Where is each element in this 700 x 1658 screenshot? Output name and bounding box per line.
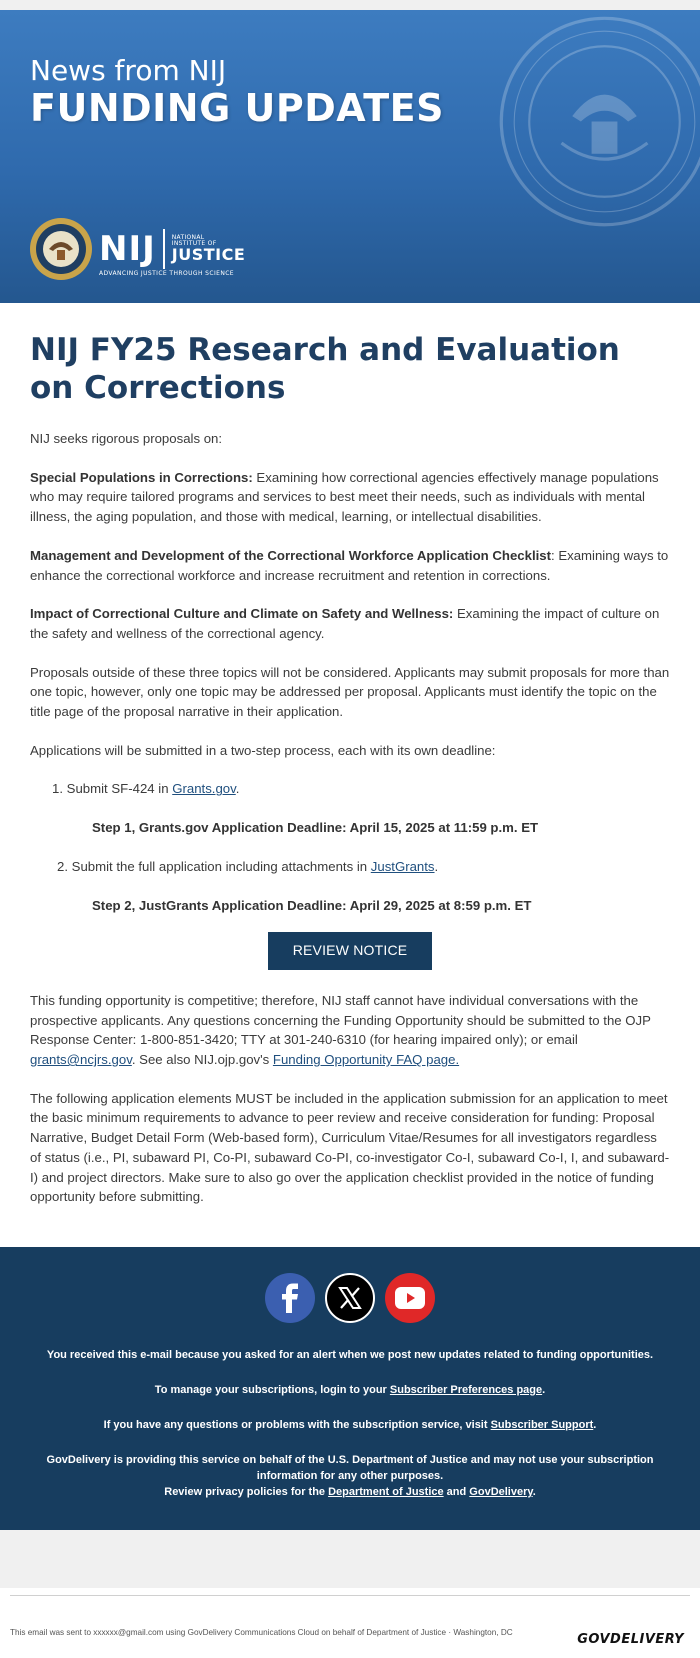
banner-pretitle: News from NIJ — [30, 54, 227, 87]
step-1 — [30, 779, 670, 799]
step-1-deadline: Step 1, Grants.gov Application Deadline: April 15, 2025 at 11:59 p.m. ET — [92, 820, 539, 836]
footer — [0, 1247, 700, 1530]
subscriber-support-link[interactable]: Subscriber Support — [490, 1418, 594, 1431]
footer-line-3-pre: If you have any questions or problems with the subscription service, visit — [103, 1418, 491, 1431]
brand-small-line1: NATIONAL — [171, 234, 205, 241]
elements-paragraph: The following application elements MUST be included in the application submission for an application to meet the basic minimum requirements to advance to peer review and receive consideration for funding: Proposal Narrative, Budget Detail Form (Web-based form), Curriculum Vitae/Resumes for all investigators regardless of status (i.e., PI, subaward PI, Co-PI, subaward Co-PI, co-investigator Co-I, subaward Co-I, I, and subaward-I) and project directors. Make sure to also go over the application checklist provided in the notice of funding opportunity before submitting. — [30, 1090, 670, 1205]
step-2-deadline: Step 2, JustGrants Application Deadline: April 29, 2025 at 8:59 p.m. ET — [92, 897, 532, 913]
footer-line-2-pre: To manage your subscriptions, login to your — [154, 1383, 390, 1396]
review-button-row — [30, 932, 670, 970]
header-banner — [0, 10, 700, 303]
review-notice-button[interactable]: REVIEW NOTICE — [268, 932, 433, 970]
competitive-text: This funding opportunity is competitive; therefore, NIJ staff cannot have individual conversations with the prospective applicants. Any questions concerning the Funding Opportunity should be submitted to the OJP Response Center: 1-800-851-3420; TTY at 301-240-6310 (for hearing impaired only); or email — [30, 992, 651, 1048]
doj-seal-watermark-icon — [497, 14, 700, 229]
bottom-bar — [0, 1588, 700, 1658]
brand-name: NIJ — [99, 229, 156, 269]
article-content — [0, 303, 700, 1247]
youtube-icon[interactable] — [385, 1273, 435, 1323]
faq-link[interactable]: Funding Opportunity FAQ page. — [272, 1052, 460, 1068]
facebook-icon[interactable] — [265, 1273, 315, 1323]
brand-tagline: ADVANCING JUSTICE THROUGH SCIENCE — [99, 270, 234, 277]
govdelivery-logo[interactable]: GOVDELIVERY — [577, 1632, 684, 1647]
footer-line-4-text: GovDelivery is providing this service on behalf of the U.S. Department of Justice and may not use your subscription information for any other purposes. — [46, 1453, 654, 1482]
intro-text: NIJ seeks rigorous proposals on: — [30, 431, 223, 446]
social-links — [20, 1273, 680, 1323]
footer-line-3-end: . — [593, 1418, 597, 1431]
brand-divider — [163, 229, 165, 269]
grants-gov-link[interactable]: Grants.gov — [172, 781, 236, 797]
bottom-divider — [10, 1595, 690, 1596]
brand-small-line2: INSTITUTE OF — [171, 240, 217, 247]
brand-stack — [172, 235, 246, 263]
article-title: NIJ FY25 Research and Evaluation on Corrections — [30, 332, 620, 406]
banner-title: FUNDING UPDATES — [30, 86, 444, 130]
doj-privacy-link[interactable]: Department of Justice — [328, 1485, 444, 1498]
proposals-note: Proposals outside of these three topics will not be considered. Applicants may submit proposals for more than one topic, however, only one topic may be addressed per proposal. Applicants must identify the topic on the title page of the proposal narrative in their application. — [30, 664, 670, 720]
sent-to-note: This email was sent to xxxxxx@gmail.com using GovDelivery Communications Cloud on behalf of Department of Justice · Washington, DC — [10, 1628, 513, 1637]
step-1-number: 1. — [52, 781, 63, 797]
footer-line-4 — [20, 1452, 680, 1500]
topic-3-label: Impact of Correctional Culture and Climate on Safety and Wellness: — [30, 606, 454, 622]
topic-3 — [30, 604, 670, 643]
topic-2-text: : Examining ways to enhance the correctional workforce and increase recruitment and retention in corrections. — [30, 547, 669, 583]
subscriber-preferences-link[interactable]: Subscriber Preferences page — [389, 1383, 543, 1396]
footer-line-5-pre: Review privacy policies for the — [164, 1485, 329, 1498]
two-step-intro: Applications will be submitted in a two-step process, each with its own deadline: — [30, 742, 496, 758]
competitive-paragraph — [30, 991, 670, 1070]
step-2-text: Submit the full application including attachments in — [71, 858, 371, 874]
footer-line-2 — [20, 1382, 680, 1398]
x-icon[interactable] — [325, 1273, 375, 1323]
nij-seal-icon — [29, 217, 93, 281]
brand-justice: JUSTICE — [171, 245, 246, 264]
step-2-number: 2. — [57, 858, 68, 874]
step-2-end: . — [434, 858, 439, 874]
step-2 — [30, 857, 670, 877]
email-body — [0, 10, 700, 1530]
grants-email-link[interactable]: grants@ncjrs.gov — [30, 1052, 132, 1068]
footer-line-5-end: . — [532, 1485, 536, 1498]
topic-2-label: Management and Development of the Correctional Workforce Application Checklist — [30, 547, 551, 563]
see-also-text: . See also NIJ.ojp.gov's — [131, 1052, 273, 1068]
govdelivery-privacy-link[interactable]: GovDelivery — [469, 1485, 533, 1498]
footer-line-5-mid: and — [443, 1485, 470, 1498]
footer-line-3 — [20, 1417, 680, 1433]
topic-1 — [30, 468, 670, 527]
footer-line-1: You received this e-mail because you asked for an alert when we post new updates related to funding opportunities. — [46, 1348, 654, 1361]
footer-line-2-end: . — [542, 1383, 546, 1396]
top-spacer — [0, 0, 700, 10]
topic-1-text: Examining how correctional agencies effectively manage populations who may require tailored programs and services to best meet their needs, such as individuals with mental illness, the aging population, and those with medical, learning, or intellectual disabilities. — [30, 469, 659, 525]
topic-2 — [30, 546, 670, 585]
topic-1-label: Special Populations in Corrections: — [30, 469, 253, 485]
step-1-text: Submit SF-424 in — [66, 781, 173, 797]
nij-logo — [29, 217, 245, 281]
step-1-end: . — [235, 781, 240, 797]
justgrants-link[interactable]: JustGrants — [370, 858, 435, 874]
topic-3-text: Examining the impact of culture on the safety and wellness of the correctional agency. — [30, 606, 660, 641]
